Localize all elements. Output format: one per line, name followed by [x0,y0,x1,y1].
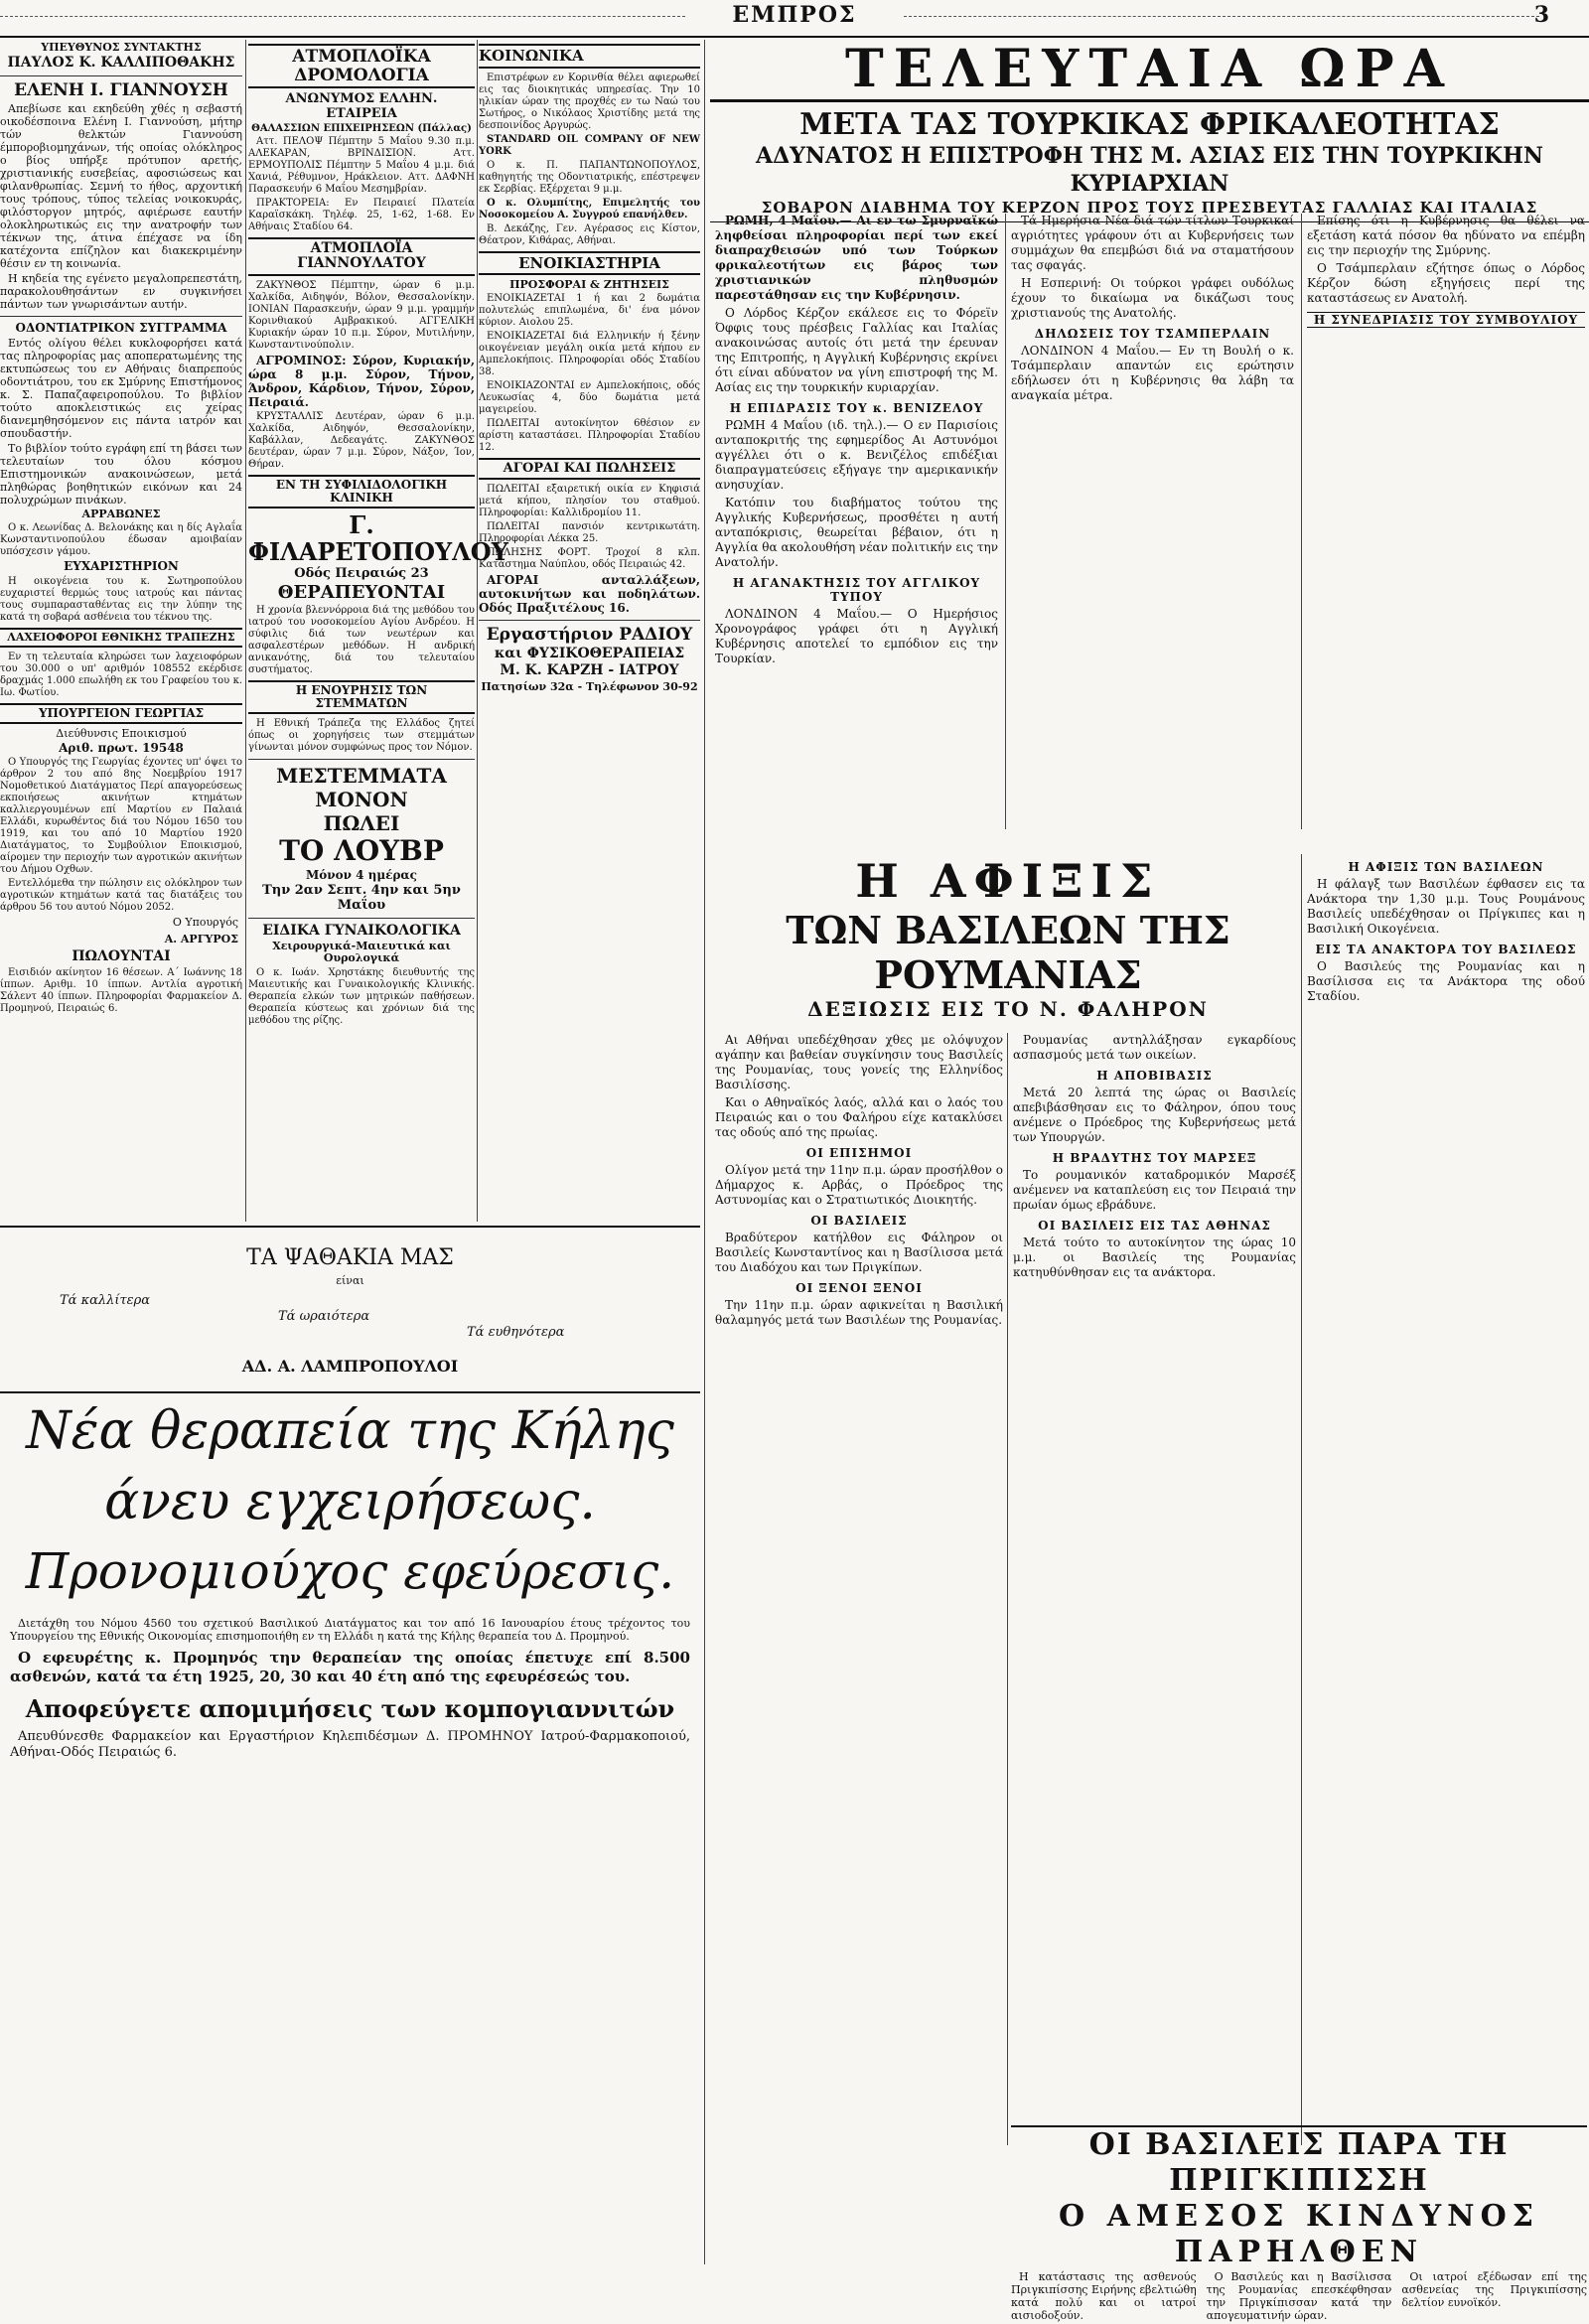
rental-text-3: ΕΝΟΙΚΙΑΖΟΝΤΑΙ εν Αμπελοκήποις, οδός Λευκωσίας 4, δύο δωμάτια μετά μαγειρείου. [479,380,700,416]
section-divider [0,1226,700,1228]
clinic-name: Γ. ΦΙΛΑΡΕΤΟΠΟΥΛΟΥ [248,510,508,566]
radio-name: Μ. Κ. ΚΑΡΖΗ - ΙΑΤΡΟΥ [500,662,679,679]
thanks-title: ΕΥΧΑΡΙΣΤΗΡΙΟΝ [64,559,179,574]
column-divider [1005,214,1006,829]
disembark-text: Μετά 20 λεπτά της ώρας οι Βασιλείς απεβιβάσθησαν εις το Φάληρον, όπου τους ανέμενε ο Πρόεδρος της Κυβερνήσεως μετά των Υπουργών. [1013,1086,1296,1144]
sale-ad-line-6: Την 2αν Σεπτ. 4ην και 5ην Μαΐου [262,883,461,913]
british-press-heading: Η ΑΓΑΝΑΚΤΗΣΙΣ ΤΟΥ ΑΓΓΛΙΚΟΥ ΤΥΠΟΥ [732,576,981,604]
market-title: ΑΓΟΡΑΙ ΚΑΙ ΠΩΛΗΣΕΙΣ [479,458,700,480]
social-olympia: Ο κ. Ολυμπίτης, Επιμελητής του Νοσοκομείου Α. Συγγρού επανήλθεν. [479,197,700,220]
rentals-subtitle: ΠΡΟΣΦΟΡΑΙ & ΖΗΤΗΣΕΙΣ [509,278,669,291]
arrival-heading: Η ΑΦΙΞΙΣ ΤΩΝ ΒΑΣΙΛΕΩΝ [1348,860,1544,874]
lottery-text: Εν τη τελευταία κληρώσει των λαχειοφόρων του 30.000 ο υπ' αριθμόν 108552 εκέρδισε δραχμάς 1.000 επωλήθη εκ του Γραφείου του κ. Ιω. Φωτίου. [0,651,242,698]
romania-headline-3: ΔΕΞΙΩΣΙΣ ΕΙΣ ΤΟ Ν. ΦΑΛΗΡΟΝ [807,997,1209,1021]
editor-label: ΥΠΕΥΘΥΝΟΣ ΣΥΝΤΑΚΤΗΣ [41,41,202,54]
athens-text: Μετά τούτο το αυτοκίνητον της ώρας 10 μ.μ. οι Βασιλείς της Ρουμανίας κατηυθύνθησαν εις τα ανάκτορα. [1013,1235,1296,1279]
venizelos-text-2: Κατόπιν του διαβήματος τούτου της Αγγλικής Κυβερνήσεως, προσθέτει η αυτή ανταπόκρισις, θεωρείται βέβαιον, ότι η Αγγλία θα ακολουθήση νέαν πολιτικήν εις την Ανατολήν. [715,496,998,569]
minister-role: Ο Υπουργός [172,916,238,930]
rentals-title: ΕΝΟΙΚΙΑΣΤΗΡΙΑ [479,251,700,276]
column-c-text: Επίσης ότι η Κυβέρνησις θα θέλει να εξετάση κατά πόσον θα ηδύνατο να επέμβη εις την περιοχήν της Σμύρνης. [1307,214,1585,257]
clinic-2-title: Η ΕΝΟΥΡΗΣΙΣ ΤΩΝ ΣΤΕΜΜΑΤΩΝ [248,680,475,714]
clinic-title: ΕΝ ΤΗ ΣΥΦΙΛΙΔΟΛΟΓΙΚΗ ΚΛΙΝΙΚΗ [248,475,475,508]
company-title: ΑΝΩΝΥΜΟΣ ΕΛΛΗΝ. ΕΤΑΙΡΕΙΑ [285,91,438,121]
rental-text-4: ΠΩΛΕΙΤΑΙ αυτοκίνητον 6θέσιον εν αρίστη καταστάσει. Πληροφορίαι Σταδίου 12. [479,418,700,454]
shipping-2-title: ΑΤΜΟΠΛΟΪΑ ΓΙΑΝΝΟΥΛΑΤΟΥ [248,237,475,276]
princess-block [1011,2125,1587,2324]
sale-ad-line-4: ΤΟ ΛΟΥΒΡ [279,834,444,868]
headline-2: ΑΔΥΝΑΤΟΣ Η ΕΠΙΣΤΡΟΦΗ ΤΗΣ Μ. ΑΣΙΑΣ ΕΙΣ ΤΗΝ ΤΟΥΡΚΙΚΗΝ ΚΥΡΙΑΡΧΙΑΝ [756,143,1543,197]
rental-text-1: ΕΝΟΙΚΙΑΖΕΤΑΙ 1 ή και 2 δωμάτια πολυτελώς επιπλωμένα, δι' ένα μόνον κύριον. Αιολου 25. [479,293,700,329]
gynecology-title: ΕΙΔΙΚΑ ΓΥΝΑΙΚΟΛΟΓΙΚΑ [262,922,461,939]
shipping-2-bold: ΑΓΡΟΜΙΝΟΣ: Σύρον, Κυριακήν, ώρα 8 μ.μ. Σύρον, Τήνον, Άνδρον, Κάρδιον, Τήνον, Σύρον, Πειραιά. [248,353,475,409]
gynecology-text: Ο κ. Ιωάν. Χρηστάκης διευθυντής της Μαιευτικής και Γυναικολογικής Κλινικής. Θεραπεία ελκών των μητρικών παθήσεων. Θεραπεία κύστεως και χρόνιων διά της μεθόδου της ρίζης. [248,966,475,1026]
social-title: ΚΟΙΝΩΝΙΚΑ [479,44,700,69]
shipping-2-text: ΖΑΚΥΝΘΟΣ Πέμπτην, ώραν 6 μ.μ. Χαλκίδα, Αιδηψόν, Βόλον, Θεσσαλονίκην. ΙΟΝΙΑΝ Παρασκευήν, ώραν 9 μ.μ. γραμμήν Κορινθιακού Αμβρακικού. ΑΓΓΕΛΙΚΗ Κυριακήν ώραν 10 π.μ. Σύρον, Μυτιλήνην, Κωνσταντινούπολιν. [248,279,475,351]
guests-heading: ΟΙ ΞΕΝΟΙ ΞΕΝΟΙ [795,1281,923,1295]
column-divider [477,40,478,1222]
social-text: Επιστρέφων εν Κορινθία θέλει αφιερωθεί εις τας διοικητικάς υπηρεσίας. Την 10 ηλικίαν ώραν της προχθές εν τω Ναώ του Σωτήρος, ο Νικόλαος Χριστίδης μετά της δεσποινίδος Αργυρώς. [479,72,700,131]
lottery-title: ΛΑΧΕΙΟΦΟΡΟΙ ΕΘΝΙΚΗΣ ΤΡΑΠΕΖΗΣ [0,628,242,648]
obituary-title: ΕΛΕΝΗ Ι. ΓΙΑΝΝΟΥΣΗ [14,80,228,101]
romania-column-a [715,1033,1003,2145]
shipping-agency: ΠΡΑΚΤΟΡΕΙΑ: Εν Πειραιεί Πλατεία Καραϊσκάκη. Τηλέφ. 25, 1-62, 1-68. Εν Αθήναις Σταδίου 64. [248,197,475,232]
shipping-title: ΑΤΜΟΠΛΟΪΚΑ ΔΡΟΜΟΛΟΓΙΑ [248,44,475,88]
company-subtitle: ΘΑΛΑΣΣΙΩΝ ΕΠΙΧΕΙΡΗΣΕΩΝ (Πάλλας) [251,122,472,134]
social-bold: STANDARD OIL COMPANY OF NEW YORK [479,133,700,157]
column-divider [1007,1033,1008,2145]
obituary-text-2: Η κηδεία της εγένετο μεγαλοπρεπεστάτη, παρακολουθησάντων εν συγκινήσει πάντων των γνωρισάντων αυτήν. [0,272,242,312]
romania-text-2: Και ο Αθηναϊκός λαός, αλλά και ο λαός του Πειραιώς και ο του Φαλήρου είχε κατακλύσει τας οδούς από της πρωίας. [715,1095,1003,1139]
column-divider [245,40,246,1222]
sale-text: Εισιδιόν ακίνητον 16 θέσεων. Α΄ Ιωάννης 18 ίππων. Αριθμ. 10 ίππων. Αντλία αγροτική Σάλεντ 40 ίππων. Πληροφορίαι Φαρμακείον Δ. Προμηνού, Πειραιώς 6. [0,966,242,1014]
headline-3: ΣΟΒΑΡΟΝ ΔΙΑΒΗΜΑ ΤΟΥ ΚΕΡΖΟΝ ΠΡΟΣ ΤΟΥΣ ΠΡΕΣΒΕΥΤΑΣ ΓΑΛΛΙΑΣ ΚΑΙ ΙΤΑΛΙΑΣ [710,198,1589,222]
princess-text-3: Οι ιατροί εξέδωσαν επί της ασθενείας της Πριγκιπίσσης δελτίον ευνοϊκόν. [1401,2270,1588,2309]
athens-heading: ΟΙ ΒΑΣΙΛΕΙΣ ΕΙΣ ΤΑΣ ΑΘΗΝΑΣ [1038,1219,1271,1233]
romania-text: Αι Αθήναι υπεδέχθησαν χθες με ολόψυχον αγάπην και βαθείαν συγκίνησιν τους Βασιλείς της Ρουμανίας, τους γονείς της Ελληνίδος Βασιλίσσης. [715,1033,1003,1091]
ships-schedule: Αττ. ΠΕΛΟΨ Πέμπτην 5 Μαΐου 9.30 π.μ. ΑΛΕΚΑΡΑΝ, ΒΡΙΝΔΙΣΙΟΝ. Αττ. ΕΡΜΟΥΠΟΛΙΣ Πέμπτην 5 Μαΐου 4 μ.μ. διά Χανιά, Ρέθυμνον, Ηράκλειον. Αττ. ΔΑΦΝΗ Παρασκευήν 6 Μαΐου Μεσημβρίαν. [248,135,475,195]
marsex-text: Το ρουμανικόν καταδρομικόν Μαρσέξ ανέμενεν να καταπλεύση εις τον Πειραιά την πρωίαν όμως εβράδυνε. [1013,1168,1296,1212]
british-press-text: ΛΟΝΔΙΝΟΝ 4 Μαΐου.— Ο Ημερήσιος Χρονογράφος γράφει ότι η Αγγλική Κυβέρνησις αποτελεί το εμπόδιον εις την Τουρκίαν. [715,607,998,665]
ministry-text-2: Εντελλόμεθα την πώλησιν εις ολόκληρον των αγροτικών κτημάτων κατά τας διατάξεις του άρθρου 56 του αυτού Νόμου 2052. [0,878,242,914]
sale-title: ΠΩΛΟΥΝΤΑΙ [72,948,171,965]
rome-text: Ο Λόρδος Κέρζον εκάλεσε εις το Φόρεϊν Όφφις τους πρέσβεις Γαλλίας και Ιταλίας ανακοινώσας αυτοίς ότι μετά την έρευναν της Επιτροπής, η Αγγλική Κυβέρνησις εκρίνει ότι είναι αδύνατον να γίνη επιστροφή της Μ. Ασίας εις την τουρκικήν κυριαρχίαν. [715,306,998,394]
sale-ad-line-5: Μόνον 4 ημέρας [306,868,417,883]
masthead-rule-left [0,16,685,17]
masthead-rule-right [904,16,1539,17]
ministry-text: Ο Υπουργός της Γεωργίας έχοντες υπ' όψει το άρθρον 2 του από 8ης Νοεμβρίου 1917 Νομοθετικού Διατάγματος Περί απαγορεύσεως εκποιήσεως ακινήτων κτημάτων καλλιεργουμένων επί Μαρτίου εν Παλαιά Ελλάδι, κυρωθέντος διά του Νόμου 1650 του 1919, και του από 10 Μαρτίου 1920 Διατάγματος, το Συμβούλιον Εποικισμού, αίρομεν την περιοχήν των αγροτικών ακινήτων του Δήμου Οχθων. [0,757,242,876]
ministry-number: Αριθ. πρωτ. 19548 [59,741,184,756]
princess-headline: ΟΙ ΒΑΣΙΛΕΙΣ ΠΑΡΑ ΤΗ ΠΡΙΓΚΙΠΙΣΣΗ [1088,2127,1510,2198]
clinic-text: Η χρονία βλεννόρροια διά της μεθόδου του ιατρού του νοσοκομείου Αγίου Ανδρέου. Η σύφιλις διά των νεωτέρων και ασφαλεστέρων μεθόδων. Η ανδρική ανικανότης, διά του τελευταίου συστήματος. [248,605,475,675]
clinic-cure-label: ΘΕΡΑΠΕΥΟΝΤΑΙ [277,582,446,604]
column-b-text-2: Η Εσπερινή: Οι τούρκοι γράφει ουδόλως έχουν το δικαίωμα να δικάζωσι τους χριστιανούς της Ανατολής. [1011,276,1294,320]
column-1 [0,40,242,1222]
romania-headline-block [715,854,1301,1021]
radio-title: Εργαστήριον ΡΑΔΙΟΥ [486,625,693,646]
social-text-2: Ο κ. Π. ΠΑΠΑΝΤΩΝΟΠΟΥΛΟΣ, καθηγητής της Οδοντιατρικής, επέστρεψεν εκ Σερβίας. Εξέρχεται 9 μ.μ. [479,159,700,195]
hernia-ad-line-3: Προνομιούχος εφεύρεσις. [25,1542,675,1601]
masthead [0,0,1589,38]
lower-left-advertisement [0,1232,700,2264]
engagement-title: ΑΡΡΑΒΩΝΕΣ [81,508,161,521]
danger-headline: Ο ΑΜΕΣΟΣ ΚΙΝΔΥΝΟΣ ΠΑΡΗΛΘΕΝ [1059,2199,1539,2269]
hat-ad-best-1: Τά καλλίτερα [60,1293,151,1308]
kings-heading: ΟΙ ΒΑΣΙΛΕΙΣ [810,1214,908,1228]
hat-ad-connector: είναι [336,1274,364,1287]
arrival-text: Η φάλαγξ των Βασιλέων έφθασεν εις τα Ανάκτορα την 1,30 μ.μ. Τους Ρουμάνους Βασιλείς υπεδέχθησαν οι Πρίγκιπες και η Βασιλική Οικογένεια. [1307,877,1585,936]
hat-ad-best-2: Τά ωραιότερα [278,1309,370,1324]
hat-ad-best-3: Τά ευθηνότερα [467,1325,565,1340]
sale-ad-line-2: ΜΟΝΟΝ [315,788,408,812]
rental-text-2: ΕΝΟΙΚΙΑΖΕΤΑΙ διά Ελληνικήν ή ξένην οικογένειαν μεγάλη οικία μετά κήπου εν Αμπελοκήποις. Πληροφορίαι οδός Σταδίου 38. [479,331,700,378]
news-column-c [1307,214,1585,839]
hat-ad-qualities [0,1287,700,1347]
kings-text: Βραδύτερον κατήλθον εις Φάληρον οι Βασιλείς Κωνσταντίνος και η Βασίλισσα μετά του Διαδόχου και των Πριγκίπων. [715,1231,1003,1274]
book-title: ΟΔΟΝΤΙΑΤΡΙΚΟΝ ΣΥΓΓΡΑΜΜΑ [15,321,227,336]
clinic-address: Οδός Πειραιώς 23 [294,565,429,581]
editor-name: ΠΑΥΛΟΣ Κ. ΚΑΛΛΙΠΟΘΑΚΗΣ [7,55,235,72]
venizelos-heading: Η ΕΠΙΔΡΑΣΙΣ ΤΟΥ κ. ΒΕΝΙΖΕΛΟΥ [729,401,984,415]
radio-address: Πατησίων 32α - Τηλέφωνον 30-92 [481,679,698,693]
thanks-text: Η οικογένεια του κ. Σωτηροπούλου ευχαριστεί θερμώς τους ιατρούς και πάντας τους συμπαρασταθέντας εις την λύπην της κατά τη σοβαρά ασθένεια του τέκνου της. [0,575,242,623]
column-divider [1301,214,1302,829]
column-b-text: Τά Ημερήσια Νέα διά τών τίτλων Τουρκικαί αγριότητες γράφουν ότι αι Κυβερνήσεις των συμμάχων θα επεμβώσι διά να σταματήσουν τας σφαγάς. [1011,214,1294,272]
disembark-heading: Η ΑΠΟΒΙΒΑΣΙΣ [1096,1069,1213,1083]
romania-headline-2: ΤΩΝ ΒΑΣΙΛΕΩΝ ΤΗΣ ΡΟΥΜΑΝΙΑΣ [786,908,1230,997]
hernia-ad-line-2: άνευ εγχειρήσεως. [104,1472,596,1532]
rome-lead: ΡΩΜΗ, 4 Μαΐου.— Αι εν τω Σμυρναϊκώ ληφθείσαι πληροφορίαι περί των εκεί διαπραχθεισών υπό των Τούρκων φρικαλεοτήτων εις βάρος των χριστιανικών πληθυσμών παρεστάθησαν εις την Κυβέρνησιν. [715,214,998,302]
romania-column-b [1013,1033,1296,2145]
book-text: Εντός ολίγου θέλει κυκλοφορήσει κατά τας πληροφορίας μας αποπερατωμένης της εκτυπώσεως του εν Αθήναις διαπρεπούς οδοντιάτρου, του εκ Σμύρνης Επιστήμονος κ. Σ. Παπαζαφειροπούλου. Το βιβλίον τούτο αποκλειστικώς εις χείρας διανεμηθησόμενον εις πάντα ιατρόν και σπουδαστήν. [0,337,242,441]
hat-ad-title-text: ΤΑ ΨΑΘΑΚΙΑ ΜΑΣ [246,1245,454,1270]
sale-ad-line-1: ΜΕΣΤΕΜΜΑΤΑ [276,764,447,789]
column-divider [1301,854,1302,2145]
headline-1: ΜΕΤΑ ΤΑΣ ΤΟΥΡΚΙΚΑΣ ΦΡΙΚΑΛΕΟΤΗΤΑΣ [799,107,1500,142]
clinic-2-text: Η Εθνική Τράπεζα της Ελλάδος ζητεί όπως οι χορηγήσεις των στεμμάτων γίνωνται μόνον συμφώνως προς τον Νόμον. [248,718,475,754]
palace-heading: ΕΙΣ ΤΑ ΑΝΑΚΤΟΡΑ ΤΟΥ ΒΑΣΙΛΕΩΣ [1315,943,1577,956]
column-divider [704,40,705,2264]
engagement-text: Ο κ. Λεωνίδας Δ. Βελονάκης και η δίς Αγλαΐα Κωνσταντινοπούλου έδωσαν αμοιβαίαν υπόσχεσιν γάμου. [0,522,242,558]
market-text-1: ΠΩΛΕΙΤΑΙ εξαιρετική οικία εν Κηφισιά μετά κήπου, πλησίον του σταθμού. Πληροφορίαι: Καλλιδρομίου 11. [479,484,700,519]
guests-text: Την 11ην π.μ. ώραν αφικνείται η Βασιλική θαλαμηγός μετά των Βασιλέων της Ρουμανίας. [715,1298,1003,1327]
romania-column-b-text: Ρουμανίας αντηλλάξησαν εγκαρδίους ασπασμούς μετά των οικείων. [1013,1033,1296,1062]
minister-name: Α. ΑΡΓΥΡΟΣ [164,933,238,946]
officials-heading: ΟΙ ΕΠΙΣΗΜΟΙ [805,1146,913,1160]
column-c-text-2: Ο Τσάμπερλαιν εζήτησε όπως ο Λόρδος Κέρζον δώση εξηγήσεις περί της καταστάσεως εν Ανατολή. [1307,261,1585,305]
column-2 [248,40,508,1222]
market-text-4: ΑΓΟΡΑΙ ανταλλάξεων, αυτοκινήτων και ποδηλάτων. Οδός Πραξιτέλους 16. [479,573,700,616]
hernia-ad-line-1: Νέα θεραπεία της Κήλης [26,1401,674,1461]
shipping-2-text-2: ΚΡΥΣΤΑΛΛΙΣ Δευτέραν, ώραν 6 μ.μ. Χαλκίδα, Αιδηψόν, Θεσσαλονίκην, Καβάλλαν, Δεδεαγάτς. ΖΑΚΥΝΘΟΣ δευτέραν, ώραν 7 μ.μ. Σύρον, Νάξον, Ίον, Θήραν. [248,410,475,470]
latest-news-banner: ΤΕΛΕΥΤΑΙΑ ΩΡΑ [710,40,1589,102]
market-text-2: ΠΩΛΕΙΤΑΙ πανσιόν κεντρικωτάτη. Πληροφορίαι Λέκκα 25. [479,521,700,545]
news-column-a [715,214,998,839]
hat-ad-maker: ΑΔ. Α. ΛΑΜΠΡΟΠΟΥΛΟΙ [241,1357,459,1376]
social-text-3: Β. Δεκάζης, Γεν. Αγέρασος εις Κίστον, Θέατρον, Κιθάρας, Αθήναι. [479,222,700,246]
hernia-ad-warning: Αποφεύγετε απομιμήσεις των κομπογιαννιτών [25,1694,675,1724]
officials-text: Ολίγον μετά την 11ην π.μ. ώραν προσήλθον ο Δήμαρχος κ. Αρβάς, ο Πρόεδρος της Αστυνομίας και ο Στρατιωτικός Διοικητής. [715,1163,1003,1207]
newspaper-title: ΕΜΠΡΟΣ [732,2,857,28]
romania-column-c [1307,854,1585,2115]
latest-news-section [710,40,1589,222]
ministry-title: ΥΠΟΥΡΓΕΙΟΝ ΓΕΩΡΓΙΑΣ [0,703,242,724]
council-heading: Η ΣΥΝΕΔΡΙΑΣΙΣ ΤΟΥ ΣΥΜΒΟΥΛΙΟΥ [1307,312,1585,328]
obituary-text: Απεβίωσε και εκηδεύθη χθές η σεβαστή οικοδέσποινα Ελένη Ι. Γιαννούση, μήτηρ τών θελκτών Γιαννούση έμποροβιομηχάνων, τής οποίας ολόκληρος ο βίος υπήρξε πρότυπον αρετής, χριστιανικής ευσεβείας, αφοσιώσεως και φιλανθρωπίας. Σεμνή το ήθος, αρχοντική τους τρόπους, τύπος τελείας νοικοκυράς, φιλόστοργον μητρός, αφιέρωσε εαυτήν ολοκληρωτικώς εις την ανατροφήν των τέκνων της, άτινα έπέχασε να ίδη κατέχοντα επίζηλον και διακεκριμένην θέσιν εν τη κοινωνία. [0,102,242,271]
gynecology-subtitle: Χειρουργικά-Μαιευτικά και Ουρολογικά [272,940,451,965]
hat-ad-title [0,1245,700,1270]
hernia-ad-text: Διετάχθη του Νόμου 4560 του σχετικού Βασιλικού Διατάγματος και τον από 16 Ιανουαρίου έτους τρέχοντος του Υπουργείου της Εθνικής Οικονομίας επισημοποιήθη εν τη Ελλάδι η κατά της Κήλης θεραπεία του Δ. Προμηνού. [10,1617,690,1644]
princess-text-2: Ο Βασιλεύς και η Βασίλισσα της Ρουμανίας επεσκέφθησαν την Πριγκίπισσαν κατά την απογευματινήν ώραν. [1206,2270,1392,2322]
radio-subtitle: και ΦΥΣΙΚΟΘΕΡΑΠΕΙΑΣ [494,646,685,662]
page-number: 3 [1533,2,1549,28]
sale-ad-line-3: ΠΩΛΕΙ [323,811,400,836]
venizelos-text: ΡΩΜΗ 4 Μαΐου (ιδ. τηλ.).— Ο εν Παρισίοις ανταποκριτής της εφημερίδος Αι Αστυνόμοι αγγέλλει ότι ο κ. Βενιζέλος επιδέξιαι διαπραγματεύσεις εξήγαγε την αμερικανικήν ανησυχίαν. [715,418,998,492]
market-text-3: ΠΩΛΗΣΗΣ ΦΟΡΤ. Τροχοί 8 κλπ. Κατάστημα Ναύπλου, οδός Πειραιώς 42. [479,547,700,571]
marsex-heading: Η ΒΡΑΔΥΤΗΣ ΤΟΥ ΜΑΡΣΕΞ [1052,1151,1257,1165]
princess-text: Η κατάστασις της ασθενούς Πριγκιπίσσης Ειρήνης εβελτιώθη κατά πολύ και οι ιατροί αισιοδοξούν. [1011,2270,1197,2322]
column-3 [479,40,700,1222]
ministry-subtitle: Διεύθυνσις Εποικισμού [56,726,187,740]
book-text-2: Το βιβλίον τούτο εγράφη επί τη βάσει των τελευταίων του όλου κόσμου Επιστημονικών ανακοινώσεων, μετά πληθώρας βοηθητικών εικόνων και 24 πολυχρώμων πινάκων. [0,442,242,508]
chamberlain-heading: ΔΗΛΩΣΕΙΣ ΤΟΥ ΤΣΑΜΠΕΡΛΑΙΝ [1034,327,1271,341]
hernia-ad-address: Απευθύνεσθε Φαρμακείον και Εργαστήριον Κηλεπιδέσμων Δ. ΠΡΟΜΗΝΟΥ Ιατρού-Φαρμακοποιού, Αθήναι-Οδός Πειραιώς 6. [10,1728,690,1760]
hernia-ad-bold: Ο εφευρέτης κ. Προμηνός την θεραπείαν της οποίας έπετυχε επί 8.500 ασθενών, κατά τα έτη 1925, 20, 30 και 40 έτη από της εφευρέσεώς του. [10,1649,690,1686]
news-column-b [1011,214,1294,839]
chamberlain-text: ΛΟΝΔΙΝΟΝ 4 Μαΐου.— Εν τη Βουλή ο κ. Τσάμπερλαιν απαντών εις ερώτησιν εδήλωσεν ότι η Κυβέρνησις θα λάβη τα αναγκαία μέτρα. [1011,344,1294,402]
palace-text: Ο Βασιλεύς της Ρουμανίας και η Βασίλισσα εις τα Ανάκτορα της οδού Σταδίου. [1307,959,1585,1003]
romania-headline-1: Η ΑΦΙΞΙΣ [855,854,1161,908]
